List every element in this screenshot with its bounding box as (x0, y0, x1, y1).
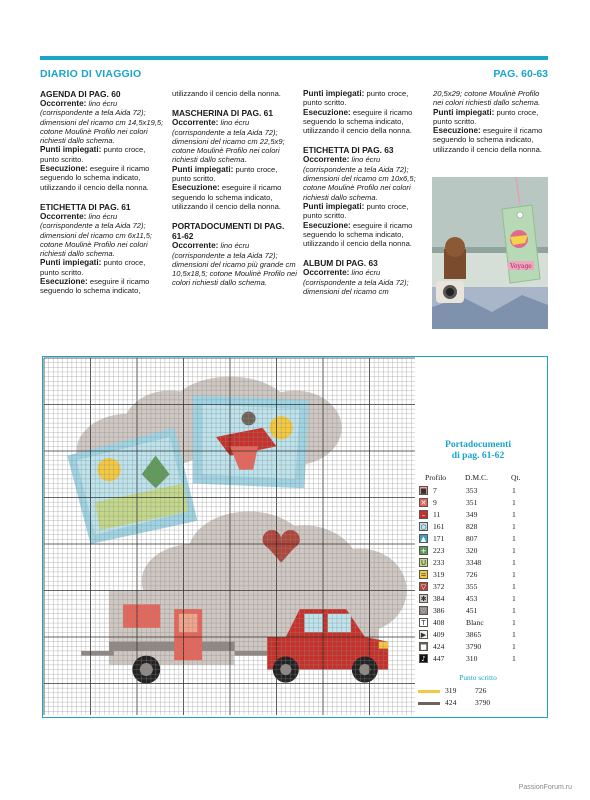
heading-etichetta-63: ETICHETTA DI PAG. 63 (303, 145, 394, 156)
legend-profilo: 424 (445, 698, 457, 707)
label-occorrente: Occorrente: (40, 99, 87, 108)
legend-profilo: 447 (433, 654, 445, 663)
legend-col-qt: Qt. (511, 473, 521, 482)
legend-swatch: ○ (420, 523, 427, 531)
text-column-3 (303, 89, 429, 296)
text-occorrente: lino écru (corrispondente a tela Aida 72); dimensioni del ricamo cm 14,5x19,5; cotone Moulinè Profilo nei colori richiesti dallo schema. (40, 99, 164, 146)
legend-swatch: ▽ (420, 583, 427, 591)
page-range: PAG. 60-63 (493, 68, 548, 80)
heading-mascherina: MASCHERINA DI PAG. 61 (172, 108, 273, 119)
legend-qt: 1 (512, 546, 516, 555)
legend-profilo: 409 (433, 630, 445, 639)
legend-dmc: 451 (466, 606, 478, 615)
legend-swatch: – (419, 510, 428, 519)
legend-row (415, 653, 541, 664)
label-esecuzione: Esecuzione: (303, 220, 351, 230)
legend-profilo: 7 (433, 486, 437, 495)
product-photo (432, 177, 548, 329)
legend-qt: 1 (512, 498, 516, 507)
label-esecuzione: Esecuzione: (172, 183, 220, 193)
text-punti: punto croce, punto scritto. (40, 258, 146, 277)
legend-swatch: ♡ (420, 607, 427, 615)
cross-stitch-chart (42, 356, 548, 718)
punto-scritto-title: Punto scritto (459, 673, 497, 682)
label-esecuzione: Esecuzione: (433, 126, 481, 136)
legend-dmc: 828 (466, 522, 478, 531)
label-punti: Punti impiegati: (433, 107, 495, 117)
label-punti: Punti impiegati: (303, 201, 365, 211)
legend-profilo: 319 (433, 570, 445, 579)
legend-swatch: ■ (420, 487, 427, 495)
thread-line (418, 690, 440, 693)
legend-qt: 1 (512, 510, 516, 519)
tow-bar (235, 651, 268, 656)
legend-qt: 1 (512, 522, 516, 531)
legend-row (415, 485, 541, 496)
legend-dmc: 353 (466, 486, 478, 495)
legend-row (415, 545, 541, 556)
legend-qt: 1 (512, 642, 516, 651)
legend-row (415, 593, 541, 604)
legend-row (415, 617, 541, 628)
text-punti: punto croce, punto scritto. (40, 145, 146, 164)
legend-qt: 1 (512, 570, 516, 579)
legend-row (415, 629, 541, 640)
legend-profilo: 408 (433, 618, 445, 627)
color-legend (415, 357, 547, 715)
legend-qt: 1 (512, 594, 516, 603)
legend-swatch: ♪ (419, 654, 428, 663)
legend-qt: 1 (512, 534, 516, 543)
legend-profilo: 233 (433, 558, 445, 567)
legend-swatch: + (420, 547, 427, 555)
legend-swatch: ✱ (420, 595, 427, 603)
heading-portadocumenti: PORTADOCUMENTI DI PAG. 61-62 (172, 221, 285, 242)
legend-swatch: = (420, 571, 427, 579)
text-column-1 (40, 89, 166, 296)
legend-dmc: 351 (466, 498, 478, 507)
legend-row (415, 581, 541, 592)
legend-dmc: 349 (466, 510, 478, 519)
text-occorrente: lino écru (corrispondente a tela Aida 72); dimensioni del ricamo cm 22,5x9; cotone Moulinè Profilo nei colori richiesti dallo schema. (172, 118, 285, 165)
legend-dmc: 726 (475, 686, 487, 695)
heading-album: ALBUM DI PAG. 63 (303, 258, 378, 269)
label-occorrente: Occorrente: (172, 118, 219, 128)
label-punti: Punti impiegati: (40, 145, 102, 155)
label-esecuzione: Esecuzione: (40, 277, 88, 287)
label-esecuzione: Esecuzione: (303, 107, 351, 117)
text-esecuzione: eseguire il ricamo seguendo lo schema indicato, utilizzando il cencio della nonna. (172, 183, 282, 211)
text-punti: punto croce, punto scritto. (303, 89, 409, 108)
legend-row (415, 605, 541, 616)
legend-col-dmc: D.M.C. (465, 473, 488, 482)
legend-qt: 1 (512, 486, 516, 495)
legend-row (415, 557, 541, 568)
legend-dmc: 3865 (466, 630, 482, 639)
label-punti: Punti impiegati: (40, 258, 102, 268)
text-punti: punto croce, punto scritto. (433, 107, 539, 126)
text-occorrente: lino écru (corrispondente a tela Aida 72); dimensioni del ricamo cm 6x11,5; cotone Moulinè Profilo nei colori richiesti dallo schema. (40, 211, 153, 259)
text-column-4 (433, 89, 549, 154)
legend-dmc: 3348 (466, 558, 482, 567)
legend-row (415, 641, 541, 652)
label-occorrente: Occorrente: (303, 268, 350, 278)
legend-dmc: Blanc (466, 618, 484, 627)
caravan-hitch (81, 651, 114, 656)
legend-qt: 1 (512, 654, 516, 663)
legend-dmc: 310 (466, 654, 478, 663)
legend-swatch: ▲ (420, 535, 427, 543)
legend-row (415, 569, 541, 580)
label-punti: Punti impiegati: (172, 164, 234, 174)
punto-scritto-row (415, 697, 541, 708)
legend-qt: 1 (512, 606, 516, 615)
legend-dmc: 320 (466, 546, 478, 555)
legend-profilo: 171 (433, 534, 445, 543)
legend-title: Portadocumenti di pag. 61-62 (444, 439, 512, 461)
text-continued: utilizzando il cencio della nonna. (172, 89, 281, 98)
legend-dmc: 453 (466, 594, 478, 603)
text-occorrente: lino écru (corrispondente a tela Aida 72); dimensioni del ricamo cm 10x6,5; cotone Moulinè Profilo nei colori richiesti dallo schema. (303, 155, 416, 202)
legend-swatch: ■ (420, 643, 427, 651)
text-esecuzione: eseguire il ricamo seguendo lo schema indicato, (40, 277, 150, 296)
text-occorrente: lino écru (corrispondente a tela Aida 72); dimensioni del ricamo più grande cm 10,5x18,5; cotone Moulinè Profilo nei colori richiesti dallo schema. (172, 241, 297, 288)
legend-dmc: 355 (466, 582, 478, 591)
heading-etichetta-61: ETICHETTA DI PAG. 61 (40, 201, 131, 212)
legend-profilo: 223 (433, 546, 445, 555)
legend-profilo: 372 (433, 582, 445, 591)
legend-row (415, 509, 541, 520)
legend-profilo: 319 (445, 686, 457, 695)
watermark-site: PassionForum.ru (518, 784, 572, 791)
legend-row (415, 497, 541, 508)
text-punti: punto croce, punto scritto. (172, 164, 278, 184)
legend-profilo: 424 (433, 642, 445, 651)
legend-swatch: ▶ (420, 631, 427, 639)
text-occorrente: lino écru (corrispondente a tela Aida 72); dimensioni del ricamo cm (303, 268, 409, 297)
legend-qt: 1 (512, 558, 516, 567)
label-occorrente: Occorrente: (172, 241, 219, 251)
text-continued: 20,5x29; cotone Moulinè Profilo nei colori richiesti dallo schema. (433, 89, 541, 108)
legend-swatch: ✕ (420, 499, 427, 507)
legend-profilo: 386 (433, 606, 445, 615)
punto-scritto-row (415, 685, 541, 696)
legend-profilo: 161 (433, 522, 445, 531)
legend-col-profilo: Profilo (425, 473, 447, 482)
legend-row (415, 533, 541, 544)
text-esecuzione: eseguire il ricamo seguendo lo schema indicato, utilizzando il cencio della nonna. (303, 220, 413, 249)
legend-dmc: 3790 (475, 698, 491, 707)
legend-swatch: U (420, 559, 427, 567)
legend-profilo: 11 (433, 510, 441, 519)
text-esecuzione: eseguire il ricamo seguendo lo schema indicato, utilizzando il cencio della nonna. (303, 107, 413, 136)
photo-tag-text: Voyage (510, 263, 532, 270)
label-occorrente: Occorrente: (303, 155, 350, 165)
text-punti: punto croce, punto scritto. (303, 201, 409, 221)
legend-profilo: 384 (433, 594, 445, 603)
legend-row (415, 521, 541, 532)
label-occorrente: Occorrente: (40, 211, 87, 221)
stitch-grid (43, 357, 415, 715)
legend-dmc: 807 (466, 534, 478, 543)
legend-qt: 1 (512, 618, 516, 627)
legend-swatch: T (419, 618, 428, 627)
text-column-2 (172, 89, 298, 288)
legend-profilo: 9 (433, 498, 437, 507)
text-esecuzione: eseguire il ricamo seguendo lo schema indicato, utilizzando il cencio della nonna. (433, 126, 543, 154)
legend-qt: 1 (512, 582, 516, 591)
label-punti: Punti impiegati: (303, 89, 365, 98)
section-title: DIARIO DI VIAGGIO (40, 68, 142, 80)
photo-illustration (432, 177, 548, 329)
legend-dmc: 3790 (466, 642, 482, 651)
thread-line (418, 702, 440, 705)
label-esecuzione: Esecuzione: (40, 164, 88, 174)
legend-dmc: 726 (466, 570, 478, 579)
legend-qt: 1 (512, 630, 516, 639)
heading-agenda: AGENDA DI PAG. 60 (40, 89, 121, 99)
top-accent-bar (40, 56, 548, 60)
text-esecuzione: eseguire il ricamo seguendo lo schema indicato, utilizzando il cencio della nonna. (40, 164, 150, 192)
